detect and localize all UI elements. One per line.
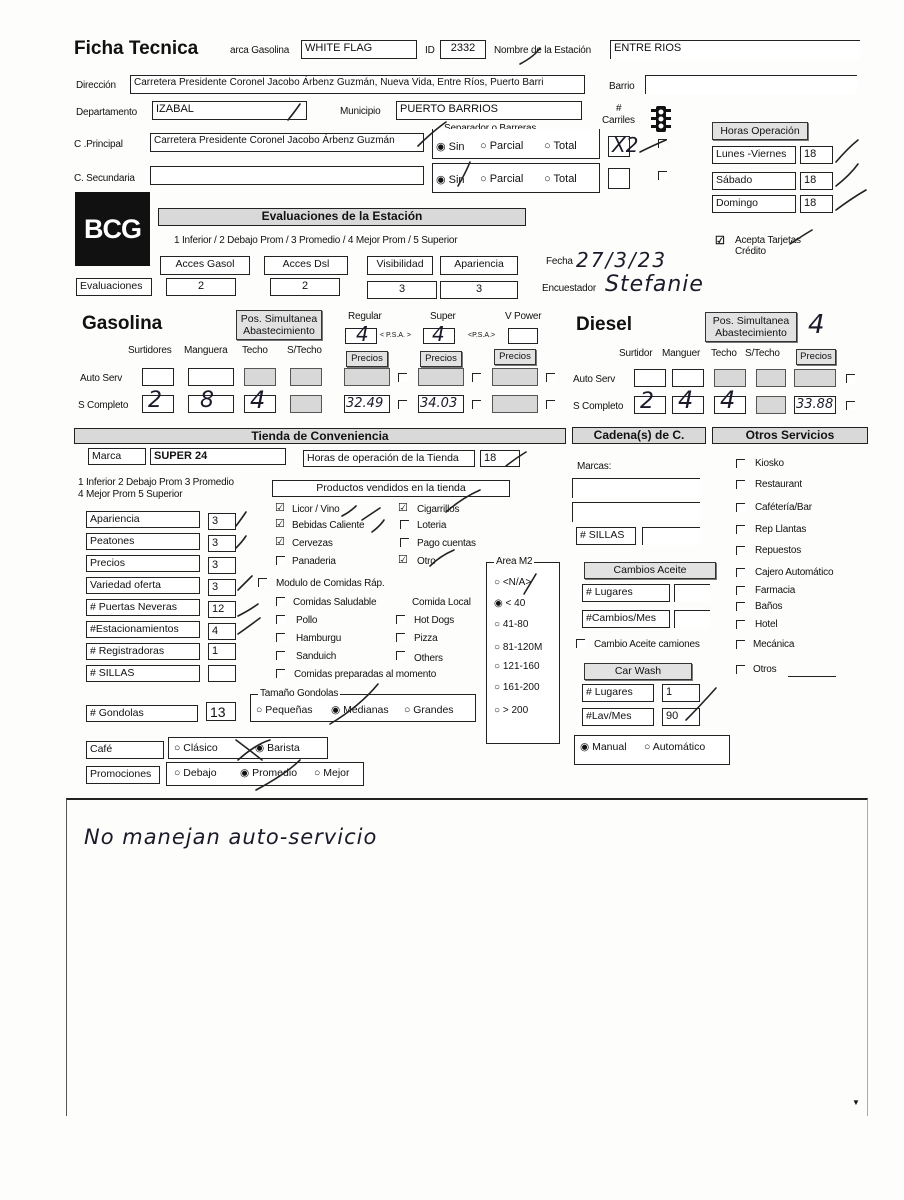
cafeteria-label: Cafétería/Bar (755, 502, 812, 513)
carwash-title: Car Wash (584, 663, 692, 680)
repuestos-label: Repuestos (755, 545, 802, 556)
sc-techo-diesel-value: 4 (720, 386, 736, 414)
super-pos-hand: 4 (432, 322, 445, 346)
col-manguer: Manguer (662, 348, 701, 359)
otro-label: Otro (417, 556, 436, 567)
marcas-label: Marcas: (577, 461, 612, 472)
sin-label: Sin (448, 141, 465, 153)
total-radio-secundaria[interactable]: ○ Total (544, 173, 577, 185)
area-na-label: <N/A> (502, 577, 532, 588)
acces-gasol-label: Acces Gasol (160, 256, 250, 275)
marca-gasolina-field[interactable]: WHITE FLAG (301, 40, 417, 59)
tienda-marca-label: Marca (88, 448, 146, 465)
regular-label: Regular (348, 311, 382, 322)
col-surtidores: Surtidores (128, 345, 172, 356)
departamento-field[interactable]: IZABAL (152, 101, 307, 120)
gondolas-field[interactable]: 13 (206, 702, 236, 721)
municipio-label: Municipio (340, 106, 381, 117)
tienda-title: Tienda de Conveniencia (74, 428, 566, 444)
loteria-label: Loteria (417, 520, 447, 531)
gondolas-label: # Gondolas (86, 705, 198, 722)
sabado-field[interactable]: 18 (800, 172, 833, 190)
cambio-camiones-label: Cambio Aceite camiones (594, 639, 700, 650)
evaluaciones-title: Evaluaciones de la Estación (158, 208, 526, 226)
visibilidad-field[interactable]: 3 (367, 281, 437, 299)
fecha-value[interactable]: 27/3/23 (576, 248, 668, 272)
gasolina-pos-simultanea: Pos. Simultanea Abastecimiento (236, 310, 322, 340)
cigarrillos-label: Cigarrillos (417, 504, 460, 515)
lav-mes-field[interactable]: 90 (662, 708, 700, 726)
form-title: Ficha Tecnica (74, 38, 199, 59)
puertas-neveras-field[interactable]: 12 (208, 601, 236, 618)
marca-gasolina-label: arca Gasolina (230, 45, 290, 56)
otros-servicios-title: Otros Servicios (712, 427, 868, 444)
panaderia-label: Panaderia (292, 556, 336, 567)
mejor-label: Mejor (323, 767, 350, 779)
pizza-label: Pizza (414, 633, 438, 644)
sin-radio-principal[interactable]: ◉ Sin (436, 141, 465, 153)
nombre-estacion-field[interactable]: ENTRE RIOS (610, 40, 860, 59)
acces-dsl-field[interactable]: 2 (270, 278, 340, 296)
sabado-label: Sábado (712, 172, 796, 190)
hotdogs-label: Hot Dogs (414, 615, 455, 626)
manual-radio[interactable]: ◉ Manual (580, 741, 627, 753)
registradoras-field[interactable]: 1 (208, 643, 236, 660)
precios-vpower-label: Precios (494, 349, 536, 365)
area-200-label: > 200 (502, 705, 529, 716)
productos-title: Productos vendidos en la tienda (272, 480, 510, 497)
parcial-label-2: Parcial (489, 173, 524, 185)
cambios-aceite-title: Cambios Aceite (584, 562, 716, 579)
promociones-label: Promociones (86, 766, 160, 784)
mejor-radio[interactable]: ○ Mejor (314, 767, 350, 779)
sc-surtidores-value: 2 (148, 388, 162, 413)
medianas-label: Medianas (343, 704, 389, 716)
cadenas-title: Cadena(s) de C. (572, 427, 706, 444)
super-label: Super (430, 311, 456, 322)
area-41-radio[interactable]: ○ 41-80 (494, 619, 529, 630)
total-label-2: Total (553, 173, 577, 185)
automatico-radio[interactable]: ○ Automático (644, 741, 706, 753)
total-radio-principal[interactable]: ○ Total (544, 140, 577, 152)
direccion-label: Dirección (76, 80, 116, 91)
apariencia-label: Apariencia (86, 511, 200, 528)
sc-manguer-diesel-value: 4 (678, 386, 694, 414)
diesel-pos-hand[interactable]: 4 (808, 310, 825, 340)
automatico-label: Automático (652, 741, 706, 753)
precios-tienda-field[interactable]: 3 (208, 557, 236, 574)
clasico-radio[interactable]: ○ Clásico (174, 742, 218, 754)
encuestador-label: Encuestador (542, 283, 596, 294)
hotel-label: Hotel (755, 619, 778, 630)
manual-label: Manual (592, 741, 627, 753)
area-title: Area M2 (496, 556, 533, 567)
acepta-tarjetas-checkbox[interactable]: ☑ (715, 235, 725, 247)
col-surtidor: Surtidor (619, 348, 653, 359)
estacionamientos-field[interactable]: 4 (208, 623, 236, 640)
cigarrillos-checkbox[interactable]: ☑ (398, 502, 408, 514)
promedio-radio[interactable]: ◉ Promedio (240, 767, 298, 779)
others-label: Others (414, 653, 443, 664)
apariencia-field[interactable]: 3 (208, 513, 236, 530)
parcial-label: Parcial (489, 140, 524, 152)
sc-techo-value: 4 (250, 386, 266, 414)
barista-radio[interactable]: ◉ Barista (255, 742, 300, 754)
puertas-neveras-label: # Puertas Neveras (86, 599, 200, 616)
debajo-radio[interactable]: ○ Debajo (174, 767, 217, 779)
s-completo-label: S Completo (78, 400, 129, 411)
apariencia-eval-label: Apariencia (440, 256, 518, 275)
precios-regular-label: Precios (346, 351, 388, 367)
psa-label-2: <P.S.A.> (468, 332, 496, 339)
tienda-horas-field[interactable]: 18 (480, 450, 520, 467)
sc-precio-regular-value: 32.49 (346, 396, 384, 411)
banos-label: Baños (755, 601, 783, 612)
farmacia-label: Farmacia (755, 585, 796, 596)
carwash-lugares-field[interactable]: 1 (662, 684, 700, 702)
barista-label: Barista (267, 742, 300, 754)
peatones-label: Peatones (86, 533, 200, 550)
direccion-field[interactable]: Carretera Presidente Coronel Jacobo Árbenz Guzmán, Nueva Vida, Entre Ríos, Puerto Barri (130, 75, 585, 94)
preparadas-label: Comidas preparadas al momento (294, 669, 437, 680)
cervezas-checkbox[interactable]: ☑ (275, 536, 285, 548)
precios-diesel-label: Precios (796, 349, 836, 365)
saludable-label: Comidas Saludable (293, 597, 377, 608)
regular-pos-hand: 4 (356, 322, 369, 346)
parcial-radio-principal[interactable]: ○ Parcial (480, 140, 524, 152)
cafe-label: Café (86, 741, 164, 759)
col-techo: Techo (242, 345, 268, 356)
precios-super-label: Precios (420, 351, 462, 367)
debajo-label: Debajo (183, 767, 217, 779)
sc-surtidor-diesel-value: 2 (640, 389, 654, 414)
variedad-label: Variedad oferta (86, 577, 200, 594)
tienda-scale-2: 4 Mejor Prom 5 Superior (78, 489, 183, 500)
restaurant-label: Restaurant (755, 479, 802, 490)
diesel-title: Diesel (576, 314, 632, 335)
id-label: ID (425, 45, 435, 56)
sc-precio-super-value: 34.03 (420, 396, 458, 411)
bebidas-label: Bebidas Caliente (292, 520, 365, 531)
lunes-viernes-label: Lunes -Viernes (712, 146, 796, 164)
nombre-estacion-label: Nombre de la Estación (494, 45, 591, 56)
area-na-radio[interactable]: ○ <N/A> (494, 577, 532, 588)
visibilidad-label: Visibilidad (367, 256, 433, 275)
otro-checkbox[interactable]: ☑ (398, 554, 408, 566)
sc-manguera-value: 8 (200, 388, 214, 413)
area-121-label: 121-160 (502, 661, 540, 672)
municipio-field[interactable]: PUERTO BARRIOS (396, 101, 582, 120)
variedad-field[interactable]: 3 (208, 579, 236, 596)
area-41-label: 41-80 (502, 619, 529, 630)
gasolina-title: Gasolina (82, 313, 163, 334)
medianas-radio[interactable]: ◉ Medianas (331, 704, 389, 716)
s-completo-diesel-label: S Completo (573, 401, 624, 412)
id-field[interactable]: 2332 (440, 40, 486, 59)
area-200-radio[interactable]: ○ > 200 (494, 705, 529, 716)
parcial-radio-secundaria[interactable]: ○ Parcial (480, 173, 524, 185)
otros-label: Otros (753, 664, 777, 675)
licor-label: Licor / Vino (292, 504, 340, 515)
tienda-scale-1: 1 Inferior 2 Debajo Prom 3 Promedio (78, 477, 234, 488)
psa-label-1: < P.S.A. > (380, 332, 412, 339)
sanduich-label: Sanduich (296, 651, 337, 662)
comida-local-label: Comida Local (412, 597, 471, 608)
horas-operacion-title: Horas Operación (712, 122, 808, 140)
mecanica-label: Mecánica (753, 639, 795, 650)
tienda-marca-field[interactable]: SUPER 24 (150, 448, 286, 465)
acces-gasol-field[interactable]: 2 (166, 278, 236, 296)
pequenas-radio[interactable]: ○ Pequeñas (256, 704, 313, 716)
lunes-viernes-field[interactable]: 18 (800, 146, 833, 164)
modulo-label: Modulo de Comidas Ráp. (276, 578, 385, 589)
kiosko-label: Kiosko (755, 458, 784, 469)
sillas-cadena-label: # SILLAS (576, 527, 636, 545)
sc-precio-diesel-value: 33.88 (796, 397, 834, 412)
registradoras-label: # Registradoras (86, 643, 200, 660)
promedio-label: Promedio (252, 767, 298, 779)
tamano-title: Tamaño Gondolas (260, 688, 339, 699)
barrio-label: Barrio (609, 81, 635, 92)
hamburgu-label: Hamburgu (296, 633, 342, 644)
diesel-pos-simultanea: Pos. Simultanea Abastecimiento (705, 312, 797, 342)
area-161-radio[interactable]: ○ 161-200 (494, 682, 540, 693)
col-manguera: Manguera (184, 345, 228, 356)
area-40-radio[interactable]: ◉ < 40 (494, 598, 526, 609)
apariencia-eval-field[interactable]: 3 (440, 281, 518, 299)
c-principal-field[interactable]: Carretera Presidente Coronel Jacobo Árbenz Guzmán (150, 133, 424, 152)
grandes-label: Grandes (413, 704, 454, 716)
rep-llantas-label: Rep Llantas (755, 524, 807, 535)
scroll-down-icon[interactable]: ▼ (852, 1098, 860, 1107)
auto-serv-diesel-label: Auto Serv (573, 374, 616, 385)
sillas-tienda-label: # SILLAS (86, 665, 200, 682)
carriles-handwritten: X2 (612, 133, 639, 157)
col-stecho-diesel: S/Techo (745, 348, 780, 359)
area-161-label: 161-200 (502, 682, 540, 693)
bcg-logo: BCG (75, 192, 150, 266)
area-81-radio[interactable]: ○ 81-120M (494, 642, 543, 653)
tienda-horas-label: Horas de operación de la Tienda (303, 450, 475, 467)
grandes-radio[interactable]: ○ Grandes (404, 704, 454, 716)
estacionamientos-label: #Estacionamientos (86, 621, 200, 638)
carriles-label-hash: # (616, 103, 622, 114)
peatones-field[interactable]: 3 (208, 535, 236, 552)
cervezas-label: Cervezas (292, 538, 333, 549)
c-principal-label: C .Principal (74, 139, 123, 150)
vpower-label: V Power (505, 311, 542, 322)
c-secundaria-label: C. Secundaria (74, 173, 135, 184)
domingo-field[interactable]: 18 (800, 195, 833, 213)
col-stecho: S/Techo (287, 345, 322, 356)
fecha-label: Fecha (546, 256, 573, 267)
precios-tienda-label: Precios (86, 555, 200, 572)
acces-dsl-label: Acces Dsl (264, 256, 348, 275)
pequenas-label: Pequeñas (265, 704, 313, 716)
evaluaciones-scale: 1 Inferior / 2 Debajo Prom / 3 Promedio / 4 Mejor Prom / 5 Superior (174, 235, 458, 246)
auto-serv-label: Auto Serv (80, 373, 123, 384)
pago-label: Pago cuentas (417, 538, 476, 549)
encuestador-value[interactable]: Stefanie (605, 272, 704, 297)
licor-checkbox[interactable]: ☑ (275, 502, 285, 514)
col-techo-diesel: Techo (711, 348, 737, 359)
sin-radio-secundaria[interactable]: ◉ Sin (436, 174, 465, 186)
carriles-label: Carriles (602, 115, 635, 126)
cajero-label: Cajero Automático (755, 567, 834, 578)
cambio-lugares-label: # Lugares (582, 584, 670, 602)
departamento-label: Departamento (76, 107, 137, 118)
evaluaciones-row-label: Evaluaciones (76, 278, 152, 296)
carwash-lugares-label: # Lugares (582, 684, 654, 702)
lav-mes-label: #Lav/Mes (582, 708, 654, 726)
area-40-label: < 40 (505, 598, 526, 609)
domingo-label: Domingo (712, 195, 796, 213)
bebidas-checkbox[interactable]: ☑ (275, 518, 285, 530)
sin-label-2: Sin (448, 174, 465, 186)
total-label: Total (553, 140, 577, 152)
pollo-label: Pollo (296, 615, 318, 626)
clasico-label: Clásico (183, 742, 218, 754)
area-81-label: 81-120M (502, 642, 543, 653)
notes-text: No manejan auto-servicio (84, 825, 378, 849)
acepta-tarjetas-label: Acepta Tarjetas Crédito (735, 235, 801, 257)
area-121-radio[interactable]: ○ 121-160 (494, 661, 540, 672)
cambios-mes-label: #Cambios/Mes (582, 610, 670, 628)
